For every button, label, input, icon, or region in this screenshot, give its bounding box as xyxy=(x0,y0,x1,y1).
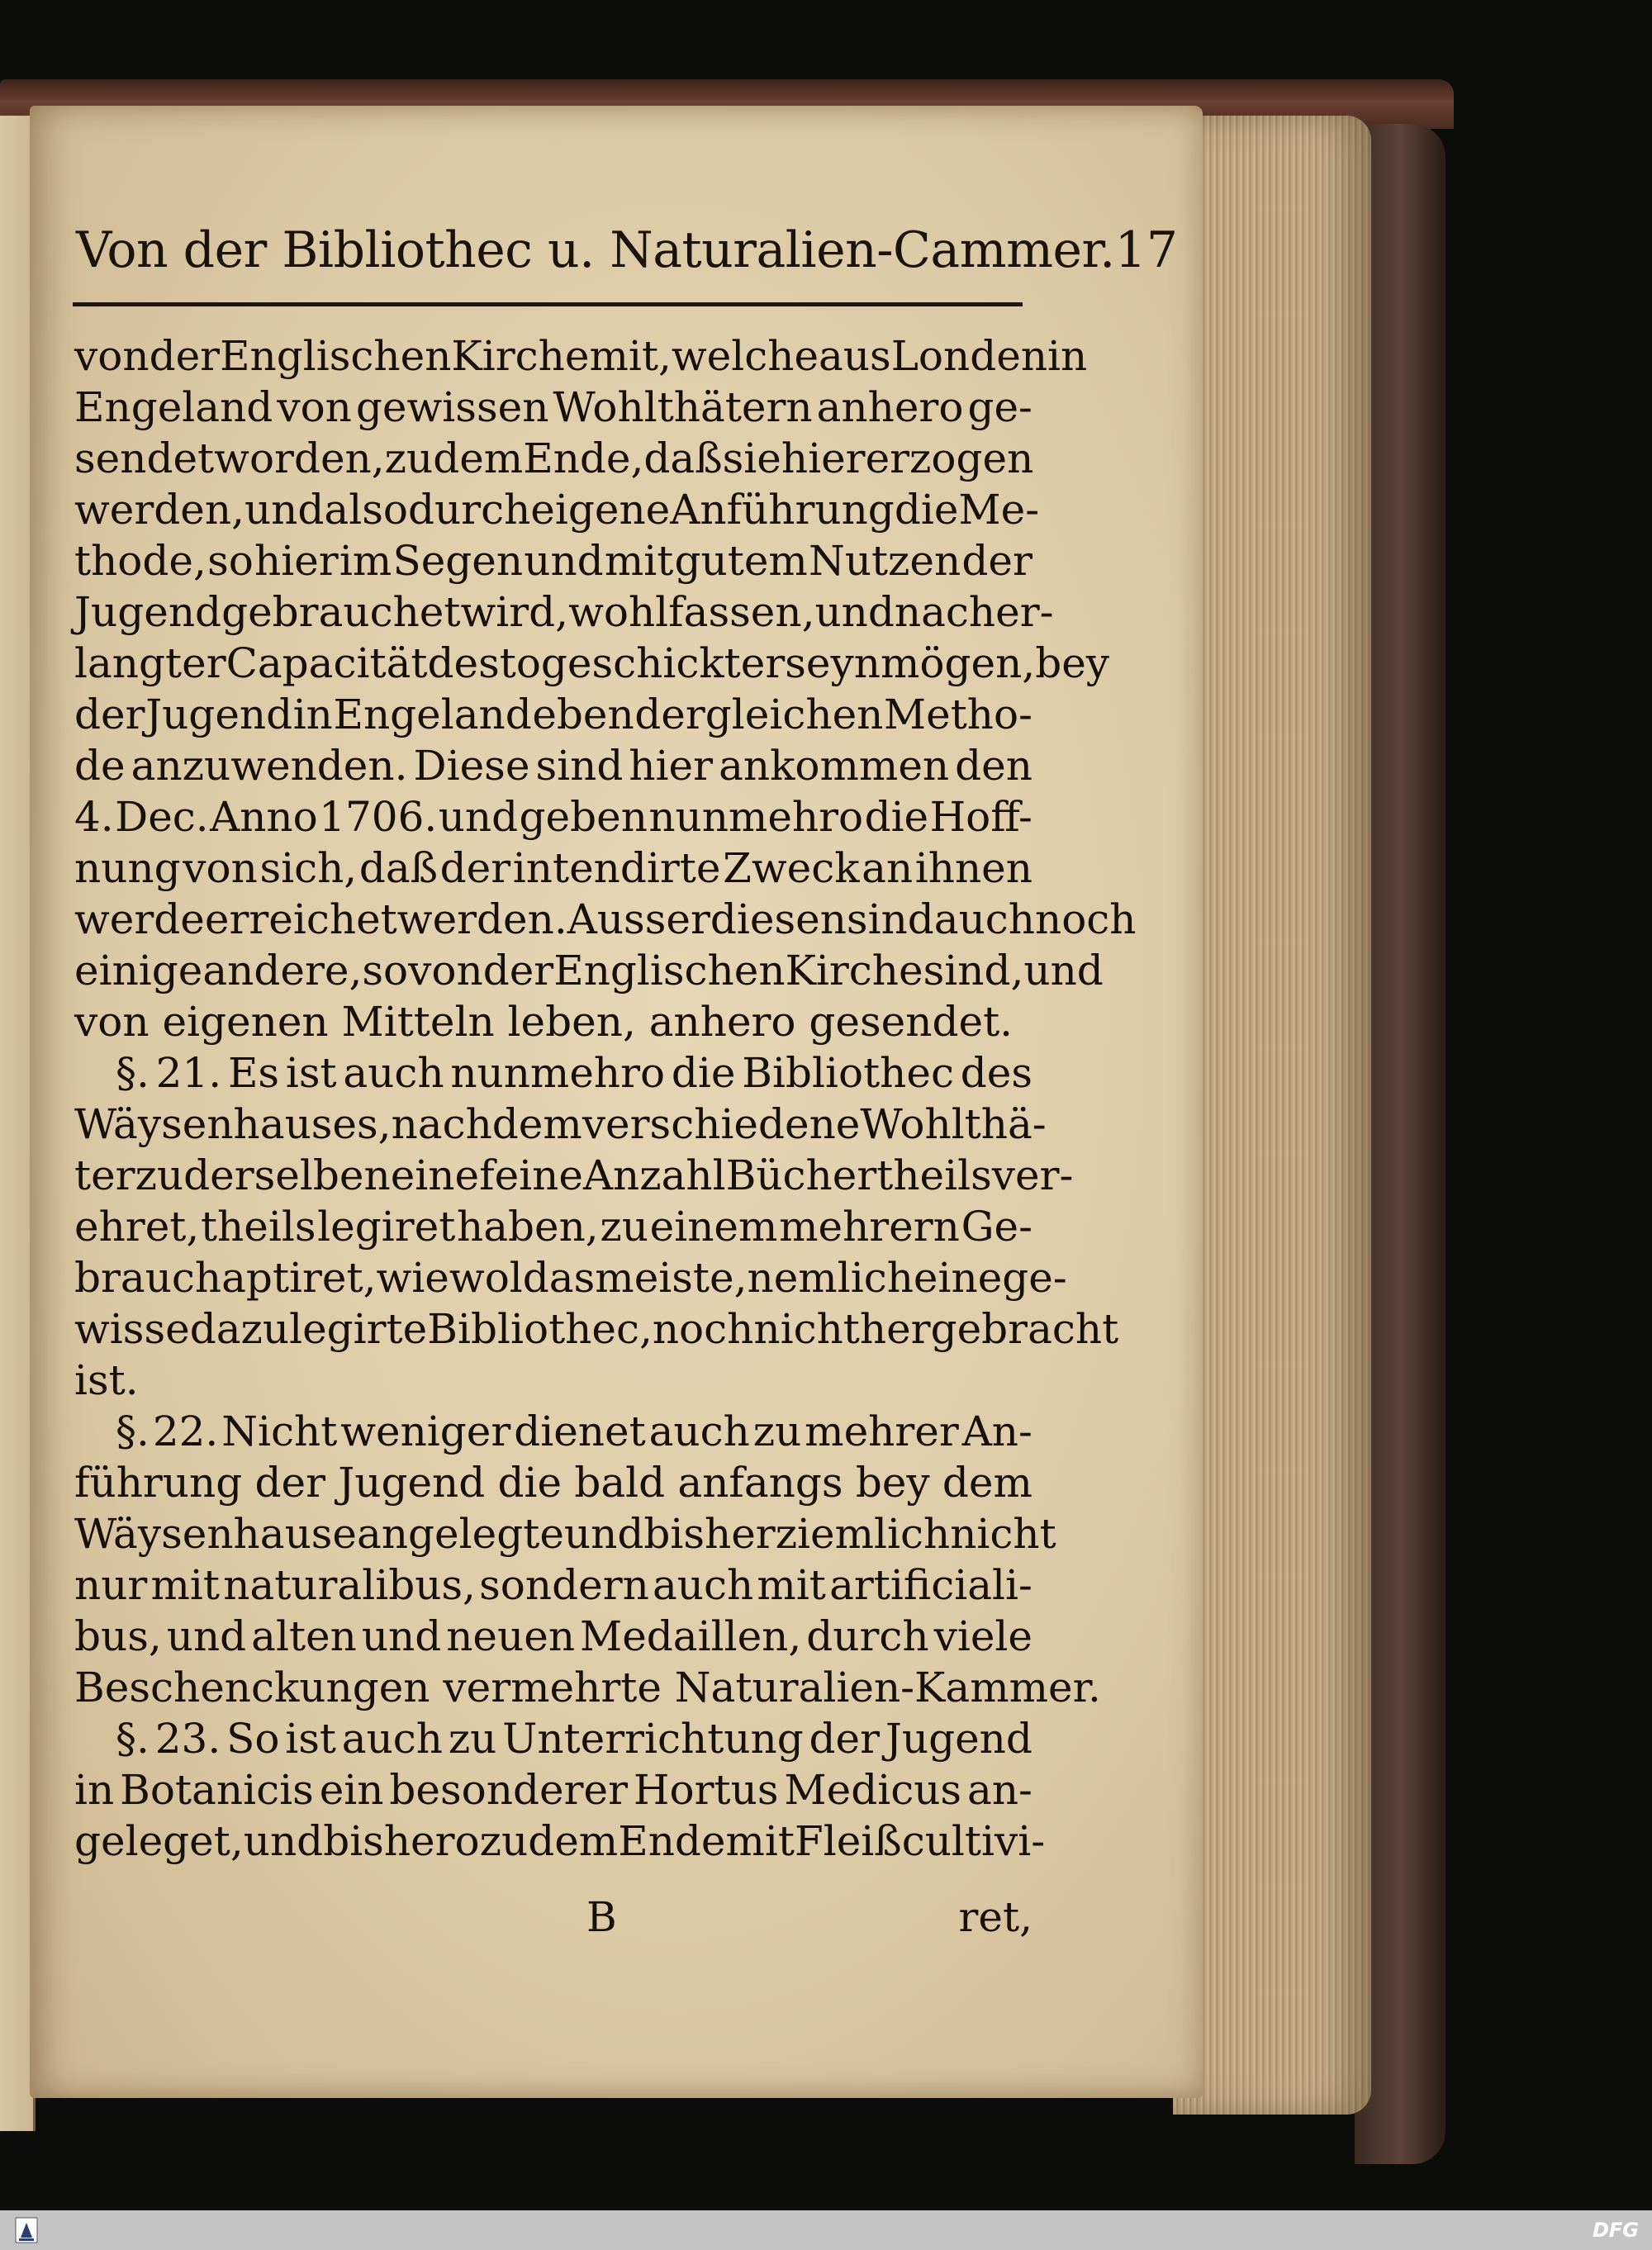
library-logo-icon xyxy=(12,2215,41,2245)
text-line: ehret, theils legiret haben, zu einem mehrern Ge- xyxy=(74,1203,1032,1251)
text-line: wisse dazu legirte Bibliothec, noch nicht hergebracht xyxy=(74,1305,1119,1353)
text-line: 4. Dec. Anno 1706. und geben nunmehro die Hoff- xyxy=(74,793,1032,841)
running-head-title: Von der Bibliothec u. Naturalien-Cammer. xyxy=(76,221,1115,279)
text-line: Beschenckungen vermehrte Naturalien-Kammer. xyxy=(74,1664,1101,1711)
text-line: nung von sich, daß der intendirte Zweck an ihnen xyxy=(74,844,1032,892)
text-line: nur mit naturalibus, sondern auch mit artificiali- xyxy=(74,1561,1032,1609)
text-line: einige andere, so von der Englischen Kirche sind, und xyxy=(74,947,1104,994)
text-line: Jugend gebrauchet wird, wohl fassen, und nach er- xyxy=(74,588,1054,636)
viewer-bottom-bar xyxy=(0,2210,1652,2250)
dfg-logo: DFG xyxy=(1592,2219,1639,2242)
text-line: de anzuwenden. Diese sind hier ankommen den xyxy=(74,742,1032,790)
page-fore-edge xyxy=(1173,116,1371,2115)
signature-mark: B xyxy=(586,1893,617,1941)
text-line: ist. xyxy=(74,1356,139,1404)
running-header xyxy=(76,221,1179,296)
text-line: langter Capacität desto geschickter seyn mögen, bey xyxy=(74,639,1110,687)
text-line: Engeland von gewissen Wohlthätern anhero ge- xyxy=(74,383,1032,431)
page-foot xyxy=(74,1892,1032,1943)
text-line: bus, und alten und neuen Medaillen, durch viele xyxy=(74,1612,1032,1660)
text-line: von eigenen Mitteln leben, anhero gesendet. xyxy=(74,998,1014,1046)
text-line: thode, so hier im Segen und mit gutem Nutzen der xyxy=(74,537,1032,585)
text-line: in Botanicis ein besonderer Hortus Medicus an- xyxy=(74,1766,1032,1814)
text-line: §. 23. So ist auch zu Unterrichtung der Jugend xyxy=(116,1715,1032,1763)
page-text-body xyxy=(74,330,1137,1867)
text-line: werden, und also durch eigene Anführung die Me- xyxy=(74,486,1040,534)
text-line: von der Englischen Kirche mit, welche aus Londen in xyxy=(74,332,1088,380)
text-line: §. 21. Es ist auch nunmehro die Bibliothec des xyxy=(116,1049,1032,1097)
text-line: ter zu derselben eine feine Anzahl Bücher theils ver- xyxy=(74,1151,1074,1199)
text-line: sendet worden, zu dem Ende, daß sie hier erzogen xyxy=(74,434,1034,482)
page-number: 17 xyxy=(1114,221,1179,279)
text-line: geleget, und bishero zu dem Ende mit Fleiß cultivi- xyxy=(74,1817,1046,1865)
text-line: führung der Jugend die bald anfangs bey dem xyxy=(74,1459,1032,1507)
text-line: werde erreichet werden. Ausser diesen sind auch noch xyxy=(74,895,1137,943)
text-line: §. 22. Nicht weniger dienet auch zu mehrer An- xyxy=(116,1407,1032,1455)
text-line: brauch aptiret, wiewol das meiste, nemlich eine ge- xyxy=(74,1254,1067,1302)
text-line: Wäysenhause angelegte und bisher ziemlich nicht xyxy=(74,1510,1056,1558)
header-rule xyxy=(73,302,1023,306)
text-line: Wäysenhauses, nachdem verschiedene Wohlthä- xyxy=(74,1100,1047,1148)
catchword: ret, xyxy=(958,1893,1032,1941)
text-line: der Jugend in Engeland eben dergleichen Metho- xyxy=(74,691,1032,738)
